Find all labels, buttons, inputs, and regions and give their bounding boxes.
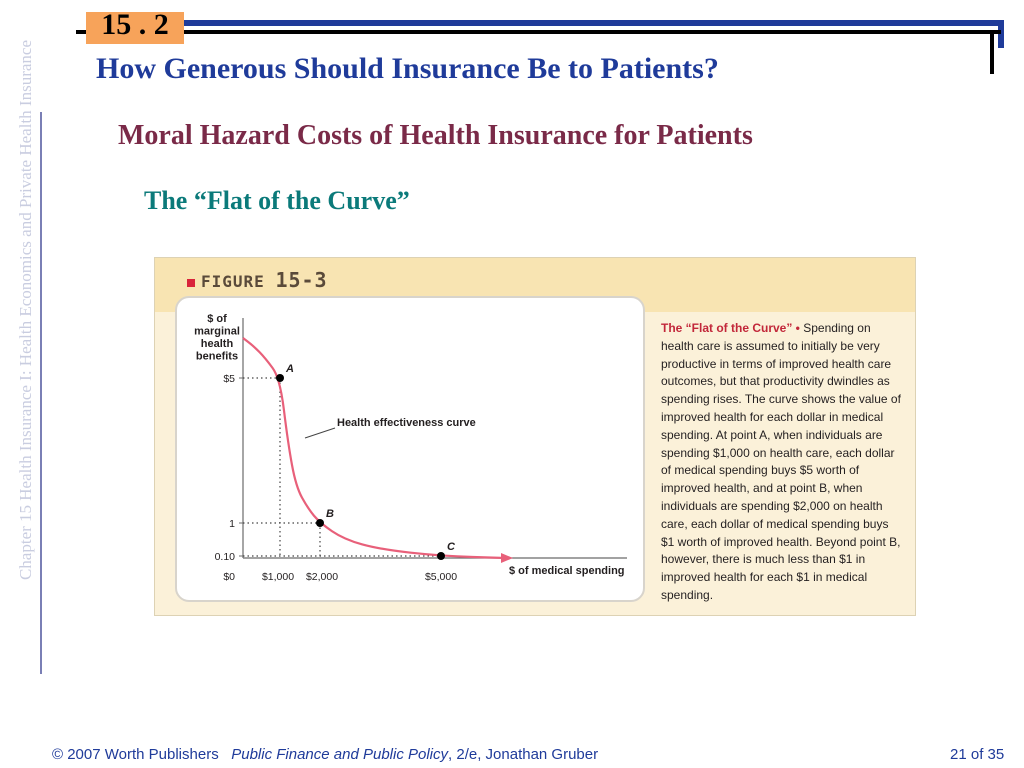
side-chapter-caption	[16, 40, 42, 720]
figure-label-word: FIGURE	[201, 272, 265, 291]
health-effectiveness-curve	[243, 338, 505, 558]
figure-caption	[661, 320, 901, 605]
slide-title: How Generous Should Insurance Be to Patients?	[96, 52, 719, 85]
section-number: 15 . 2	[101, 8, 169, 41]
point-a-label: A	[286, 363, 294, 375]
figure-label	[201, 268, 328, 292]
x-tick-label: $2,000	[305, 571, 339, 583]
point-c-label: C	[447, 541, 455, 553]
curve-label: Health effectiveness curve	[337, 417, 476, 429]
side-chapter-caption-text: Chapter 15 Health Insurance I: Health Economics and Private Health Insurance	[16, 40, 35, 581]
y-axis-label-line: $ of	[207, 313, 227, 325]
y-tick-label: 1	[229, 518, 235, 530]
y-tick-label: $5	[223, 373, 235, 385]
x-tick-label: $1,000	[261, 571, 295, 583]
curve-label-leader	[305, 428, 335, 438]
slide-subsubtitle: The “Flat of the Curve”	[144, 186, 410, 215]
y-axis-label-line: marginal	[194, 325, 240, 338]
y-tick-label: 0.10	[214, 551, 235, 563]
x-axis-label: $ of medical spending	[509, 565, 625, 577]
footer-book-title: Public Finance and Public Policy	[231, 746, 449, 763]
footer-credit	[52, 746, 598, 763]
footer-book-rest: , 2/e, Jonathan Gruber	[448, 746, 599, 763]
figure-panel	[154, 257, 916, 616]
curve-arrowhead	[501, 553, 513, 563]
page-number: 21 of 35	[950, 746, 1005, 763]
point-c-marker	[437, 552, 445, 560]
side-rule	[40, 112, 42, 674]
y-tick-label: $0	[223, 571, 235, 583]
header-rule-blue	[184, 20, 1001, 26]
figure-label-number: 15-3	[275, 268, 328, 292]
point-a-marker	[276, 374, 284, 382]
header-rule-corner	[990, 30, 994, 74]
y-axis-label-line: health	[200, 338, 234, 350]
header-rule-blue-corner	[998, 20, 1004, 48]
x-tick-label: $5,000	[424, 571, 458, 583]
slide-subtitle: Moral Hazard Costs of Health Insurance for Patients	[118, 120, 753, 151]
footer-copyright: © 2007 Worth Publishers	[52, 746, 219, 763]
header-rule-right	[184, 30, 1001, 34]
point-b-marker	[316, 519, 324, 527]
y-axis-label-line: benefits	[195, 350, 239, 363]
chart-svg	[175, 296, 645, 602]
point-b-label: B	[326, 508, 334, 520]
figure-caption-body: Spending on health care is assumed to initially be very productive in terms of improved health care outcomes, but that productivity dwindles as spending rises. The curve shows the value of improved health for each dollar in medical spending. At point A, when individuals are spending $1,000 on health care, each dollar of medical spending buys $5 worth of improved health, and at point B, when individuals are spending $2,000 on health care, each dollar of medical spending buys $1 worth of improved health. Beyond point B, however, there is much less than $1 in improved health for each $1 in medical spending.	[661, 321, 901, 602]
figure-marker-square	[187, 279, 195, 287]
figure-caption-title: The “Flat of the Curve” •	[661, 321, 800, 335]
